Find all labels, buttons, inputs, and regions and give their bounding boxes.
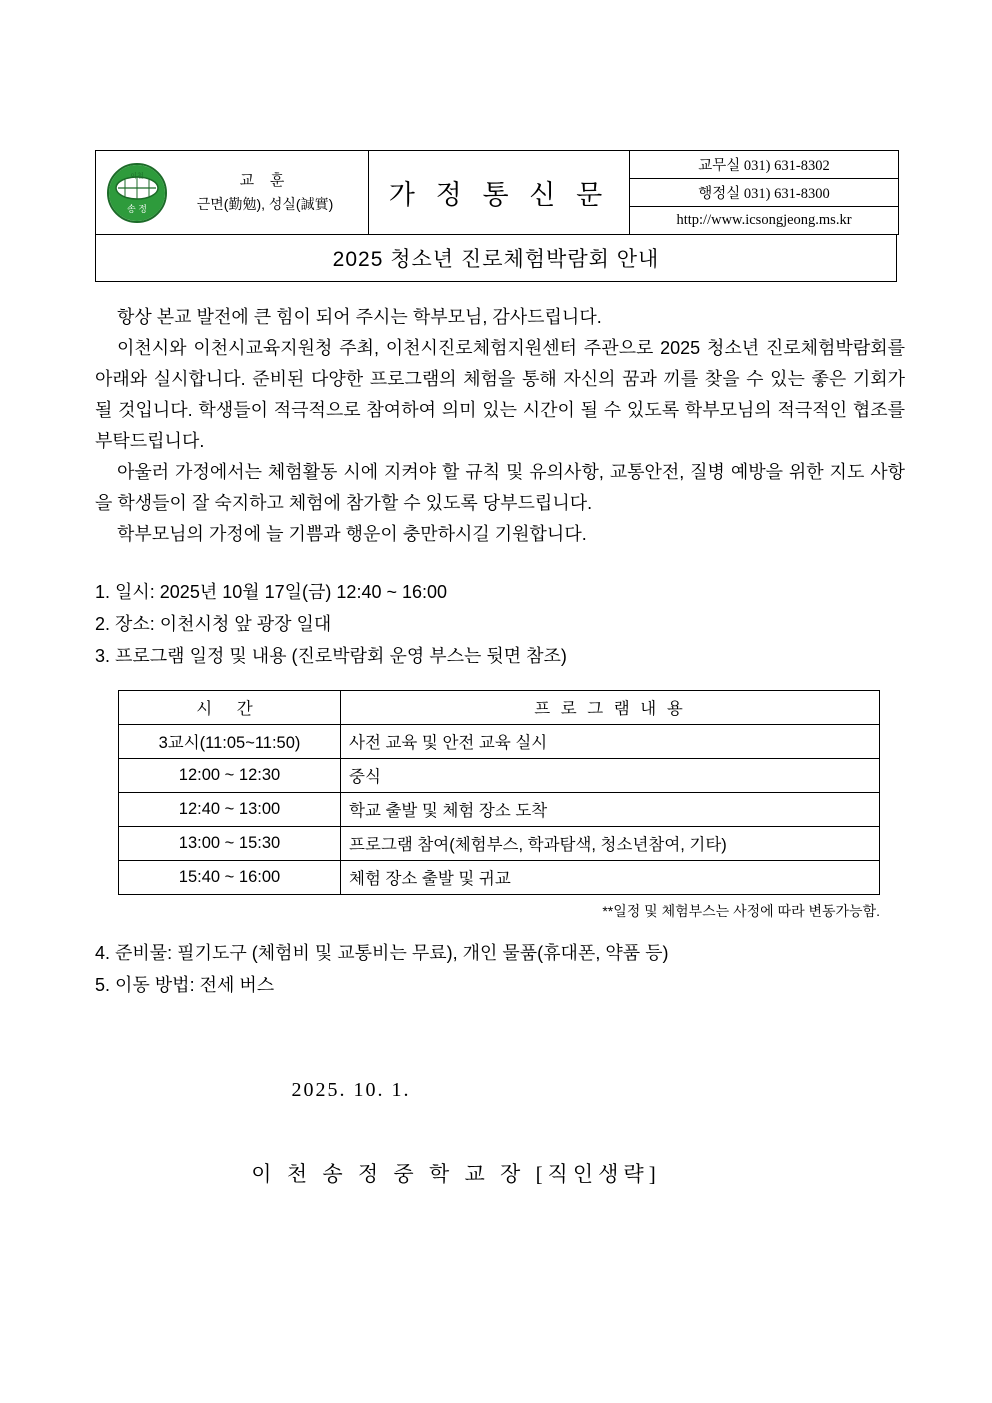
- table-row: [119, 792, 880, 826]
- schedule-note: **일정 및 체험부스는 사정에 따라 변동가능함.: [602, 902, 880, 919]
- subject-title: 2025 청소년 진로체험박람회 안내: [96, 235, 897, 282]
- table-row: [119, 860, 880, 894]
- table-header-row: [119, 690, 880, 724]
- document-title-cell: [369, 151, 630, 235]
- table-row: [119, 826, 880, 860]
- school-motto: [168, 169, 368, 215]
- motto-text: 근면(勤勉), 성실(誠實): [196, 196, 334, 213]
- paragraph-3: 아울러 가정에서는 체험활동 시에 지켜야 할 규칙 및 유의사항, 교통안전, 질병 예방을 위한 지도 사항을 학생들이 잘 숙지하고 체험에 참가할 수 있도록 당부드립니다.: [95, 461, 905, 513]
- letterhead-table: [95, 150, 899, 235]
- list-item: 2. 장소: 이천시청 앞 광장 일대: [95, 613, 332, 634]
- logo-motto-cell: [96, 151, 369, 235]
- table-row: [119, 758, 880, 792]
- cell-time: 13:00 ~ 15:30: [119, 826, 341, 860]
- cell-time: 12:00 ~ 12:30: [119, 758, 341, 792]
- list-item: 5. 이동 방법: 전세 버스: [95, 974, 275, 995]
- signature-line: 이 천 송 정 중 학 교 장 [직인생략]: [251, 1161, 661, 1186]
- column-header-program: 프 로 그 램 내 용: [341, 690, 880, 724]
- cell-program: 프로그램 참여(체험부스, 학과탐색, 청소년참여, 기타): [341, 826, 880, 860]
- document-title: 가 정 통 신 문: [388, 180, 610, 210]
- issue-date: 2025. 10. 1.: [291, 1078, 411, 1101]
- contact-row: [630, 179, 898, 207]
- school-emblem-icon: [106, 162, 168, 224]
- contacts-table: [630, 151, 898, 234]
- svg-text:송 정: 송 정: [127, 203, 147, 214]
- contact-admin-phone: 행정실 031) 631-8300: [630, 179, 898, 207]
- body-text: [95, 302, 905, 550]
- list-item: 1. 일시: 2025년 10월 17일(금) 12:40 ~ 16:00: [95, 581, 448, 602]
- cell-time: 15:40 ~ 16:00: [119, 860, 341, 894]
- paragraph-2: 이천시와 이천시교육지원청 주최, 이천시진로체험지원센터 주관으로 2025 청소년 진로체험박람회를 아래와 실시합니다. 준비된 다양한 프로그램의 체험을 통해 자신의 꿈과 끼를 찾을 수 있는 좋은 기회가 될 것입니다. 학생들이 적극적으로 참여하여 의미 있는 시간이 될 수 있도록 학부모님의 적극적인 협조를 부탁드립니다.: [95, 337, 905, 451]
- cell-program: 체험 장소 출발 및 귀교: [341, 860, 880, 894]
- contact-row: [630, 207, 898, 235]
- cell-program: 학교 출발 및 체험 장소 도착: [341, 792, 880, 826]
- contact-office-phone: 교무실 031) 631-8302: [630, 151, 898, 179]
- table-row: [119, 724, 880, 758]
- column-header-time: 시 간: [119, 690, 341, 724]
- letterhead-row: [96, 151, 899, 235]
- cell-program: 중식: [341, 758, 880, 792]
- cell-time: 12:40 ~ 13:00: [119, 792, 341, 826]
- schedule-table-wrapper: [95, 690, 897, 895]
- paragraph-4: 학부모님의 가정에 늘 기쁨과 행운이 충만하시길 기원합니다.: [117, 523, 587, 544]
- schedule-table: [118, 690, 880, 895]
- subject-row: [96, 235, 897, 282]
- cell-time: 3교시(11:05~11:50): [119, 724, 341, 758]
- list-item: 3. 프로그램 일정 및 내용 (진로박람회 운영 부스는 뒷면 참조): [95, 645, 567, 666]
- list-item: 4. 준비물: 필기도구 (체험비 및 교통비는 무료), 개인 물품(휴대폰, 약품 등): [95, 942, 669, 963]
- details-list-bottom: [95, 937, 897, 1001]
- motto-title: 교 훈: [239, 173, 291, 190]
- cell-program: 사전 교육 및 안전 교육 실시: [341, 724, 880, 758]
- paragraph-1: 항상 본교 발전에 큰 힘이 되어 주시는 학부모님, 감사드립니다.: [117, 307, 602, 327]
- details-list-top: [95, 576, 897, 672]
- contact-website-url[interactable]: http://www.icsongjeong.ms.kr: [676, 212, 852, 228]
- contacts-cell: [630, 151, 899, 235]
- svg-text:이천: 이천: [130, 172, 144, 180]
- contact-row: [630, 151, 898, 179]
- subject-table: [95, 234, 897, 282]
